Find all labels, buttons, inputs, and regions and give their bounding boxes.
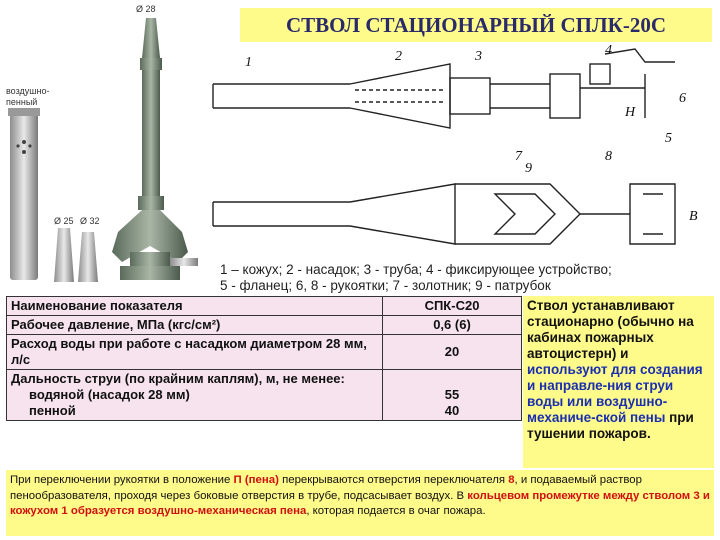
side-note-part1: Ствол устанавливают стационарно (обычно на кабинах пожарных автоцистерн) и <box>527 298 694 361</box>
note-t4: 8 <box>508 474 515 486</box>
legend-line-2: 5 - фланец; 6, 8 - рукоятки; 7 - золотник; 9 - патрубок <box>220 278 551 293</box>
callout-2: 2 <box>395 49 402 64</box>
table-row <box>7 316 522 335</box>
table-row <box>7 335 522 370</box>
page-title: СТВОЛ СТАЦИОНАРНЫЙ СПЛК-20С <box>240 8 712 42</box>
row-name-main: Дальность струи (по крайним каплям), м, не менее: <box>11 371 345 386</box>
callout-h: H <box>625 105 636 120</box>
note-t7: , которая подается в очаг пожара. <box>306 505 486 517</box>
drawing-legend <box>220 262 715 294</box>
callout-9: 9 <box>525 161 532 176</box>
row-name <box>7 370 383 421</box>
side-note-part2: используют для создания и направле-ния струи воды или воздушно-механиче-ской пены <box>527 362 703 425</box>
header-value: СПК-С20 <box>383 297 522 316</box>
row-value: 20 <box>383 335 522 370</box>
value-water: 55 <box>444 387 460 402</box>
callout-5: 5 <box>665 131 672 146</box>
row-sub-foam: пенной <box>29 403 76 418</box>
header-name: Наименование показателя <box>7 297 383 316</box>
label-air-foam-2: пенный <box>6 97 38 107</box>
value-foam: 40 <box>444 403 460 418</box>
callout-3: 3 <box>475 49 482 64</box>
table-row <box>7 370 522 421</box>
drawing-top-view <box>213 184 675 244</box>
callout-1: 1 <box>245 55 252 70</box>
technical-drawing <box>205 44 715 266</box>
table-header-row <box>7 297 522 316</box>
callout-7: 7 <box>515 149 522 164</box>
note-t2: П (пена) <box>233 474 279 486</box>
label-air-foam-1: воздушно- <box>6 86 50 96</box>
side-note-part3: при тушении пожаров. <box>527 410 694 441</box>
note-t1: При переключении рукоятки в положение <box>10 474 234 486</box>
bottom-note <box>6 470 714 536</box>
legend-line-1: 1 – кожух; 2 - насадок; 3 - труба; 4 - фиксирующее устройство; <box>220 262 612 277</box>
nozzle-photo <box>0 0 215 292</box>
label-d25: Ø 25 <box>54 216 74 226</box>
callout-4: 4 <box>605 44 612 58</box>
spec-table <box>6 296 522 421</box>
side-note <box>523 296 714 468</box>
callout-b: B <box>689 209 698 224</box>
note-t3: перекрываются отверстия переключателя <box>278 474 509 486</box>
row-name: Рабочее давление, МПа (кгс/см²) <box>7 316 383 335</box>
row-name: Расход воды при работе с насадком диаметром 28 мм, л/с <box>7 335 383 370</box>
note-t6: кольцевом промежутке между стволом 3 и кожухом 1 образуется воздушно-механическая пена <box>10 489 710 517</box>
callout-6: 6 <box>679 91 686 106</box>
row-value <box>383 370 522 421</box>
label-d28: Ø 28 <box>136 4 156 14</box>
drawing-side-view <box>213 49 675 128</box>
row-value: 0,6 (6) <box>383 316 522 335</box>
row-sub-water: водяной (насадок 28 мм) <box>29 387 190 402</box>
note-t5: , и подаваемый раствор пенообразователя, проходя через боковые отверстия в трубе, подсасывает воздух. В <box>10 474 642 502</box>
label-d32: Ø 32 <box>80 216 100 226</box>
callout-8: 8 <box>605 149 612 164</box>
